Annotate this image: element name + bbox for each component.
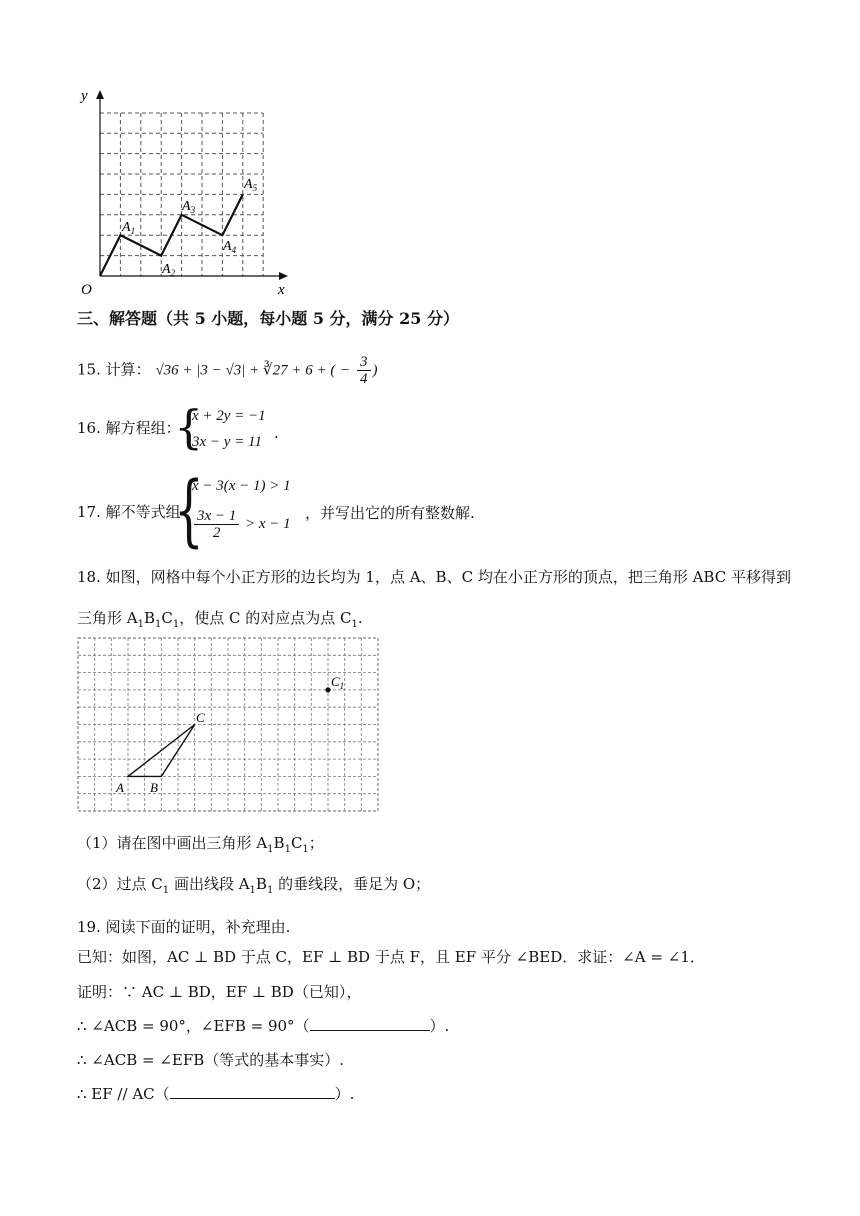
question-18-part1: （1）请在图中画出三角形 $A_1B_1C_1$； [77,834,324,855]
fraction: $\frac{3}{4}$ [357,354,371,387]
equation-2: 3x − y = 11 [192,434,262,450]
inequality-1: x − 3(x − 1) > 1 [192,478,291,494]
proof-start: 证明：∵ AC ⊥ BD，EF ⊥ BD（已知）， [77,983,362,1001]
y-axis-label: y [81,88,88,104]
minus-sign: − [340,362,351,379]
question-17 [77,502,181,522]
question-prefix: 解不等式组 [105,503,181,521]
proof-step-1: ∴ ∠ACB = 90°，∠EFB = 90°（ ）. [77,1017,450,1035]
point-label-a: A [116,780,124,795]
point-label-c1: $C_1$ [331,674,345,691]
point-label-b: B [150,780,158,795]
question-number: 17. [77,503,101,521]
point-label-a3: $A_3$ [182,199,196,215]
answer-blank-2[interactable] [170,1084,335,1099]
question-19-given: 已知：如图，AC ⊥ BD 于点 C，EF ⊥ BD 于点 F，且 EF 平分 ∠BED．求证：∠A = ∠1． [77,948,705,966]
triangle-grid [76,636,382,816]
question-18-line2: 三角形 $A_1B_1C_1$，使点 C 的对应点为点 $C_1$. [77,609,363,630]
point-label-a1: $A_1$ [122,220,136,236]
proof-step-3: ∴ EF // AC（ ）. [77,1085,355,1103]
x-axis-label: x [278,282,285,298]
question-16 [77,418,181,438]
point-label-c: C [196,710,205,725]
suffix: . [274,424,279,442]
suffix: ，并写出它的所有整数解. [305,504,475,522]
question-number: 16. [77,419,101,437]
point-label-a4: $A_4$ [223,239,237,255]
section-heading: 三、解答题（共 5 小题，每小题 5 分，满分 25 分） [77,309,459,328]
coordinate-graph [70,80,300,300]
question-number: 15. [77,360,101,379]
left-brace: { [174,400,204,454]
question-15: 15. 计算： √36 + |3 − √3| + ∛27 + 6 + ( − $\frac{3}{4}$ ) [77,354,378,387]
point-label-a2: $A_2$ [162,262,176,278]
answer-blank-1[interactable] [310,1016,430,1031]
question-prefix: 计算： [105,360,151,379]
question-prefix: 解方程组： [105,419,181,437]
point-label-a5: $A_5$ [244,177,258,193]
question-18-line1: 18. 如图，网格中每个小正方形的边长均为 1，点 A、B、C 均在小正方形的顶点，把三角形 ABC 平移得到 [77,568,791,586]
inequality-2: $\frac{3x - 1}{2}$ > x − 1 [192,508,291,541]
left-brace: { [174,466,204,556]
question-19-title: 19. 阅读下面的证明，补充理由. [77,918,291,936]
math-expression: √36 + |3 − √3| + ∛27 + 6 + ( [155,362,336,379]
equation-1: x + 2y = −1 [192,408,266,424]
question-18-part2: （2）过点 $C_1$ 画出线段 $A_1B_1$ 的垂线段，垂足为 O； [77,875,431,896]
proof-step-2: ∴ ∠ACB = ∠EFB（等式的基本事实）. [77,1051,345,1069]
origin-label: O [81,282,92,298]
